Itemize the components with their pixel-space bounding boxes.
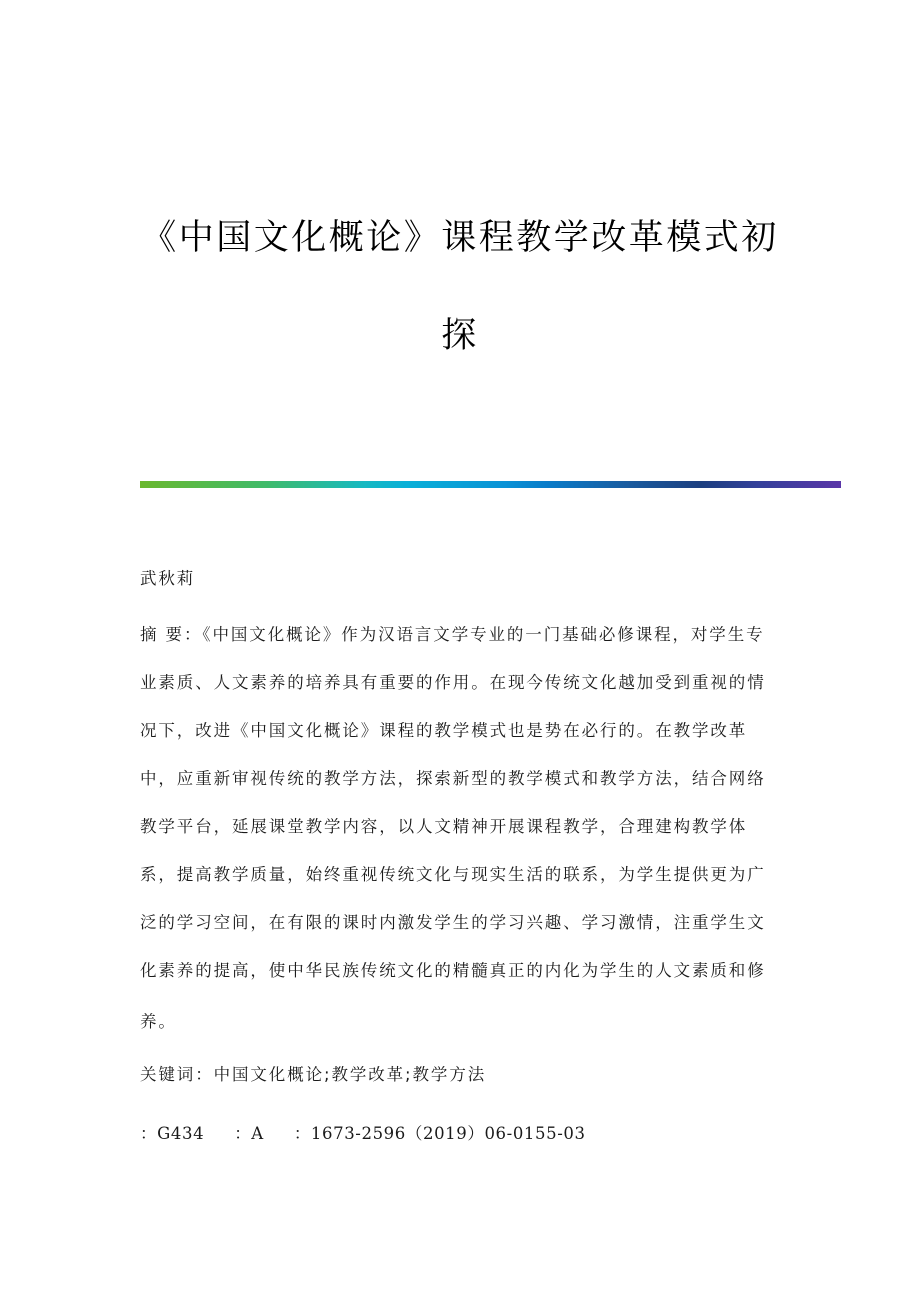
abstract-line: 养。 — [140, 1012, 177, 1031]
clc-number: ：G434 — [140, 1124, 205, 1143]
abstract-line: 中，应重新审视传统的教学方法，探索新型的教学模式和教学方法，结合网络 — [140, 769, 766, 788]
document-code: ：A — [234, 1124, 264, 1143]
paper-title-line-2: 探 — [441, 316, 479, 356]
abstract-line: 系，提高教学质量，始终重视传统文化与现实生活的联系，为学生提供更为广 — [140, 865, 766, 884]
article-id: ：1673-2596（2019）06-0155-03 — [293, 1124, 586, 1143]
paper-title-line-1: 《中国文化概论》课程教学改革模式初 — [141, 218, 779, 258]
abstract-line: 摘 要：《中国文化概论》作为汉语言文学专业的一门基础必修课程，对学生专 — [140, 625, 765, 644]
abstract-line: 业素质、人文素养的培养具有重要的作用。在现今传统文化越加受到重视的情 — [140, 673, 766, 692]
abstract-line: 教学平台，延展课堂教学内容，以人文精神开展课程教学，合理建构教学体 — [140, 817, 748, 836]
gradient-divider — [140, 481, 841, 488]
abstract-line: 泛的学习空间，在有限的课时内激发学生的学习兴趣、学习激情，注重学生文 — [140, 913, 766, 932]
abstract-line: 化素养的提高，使中华民族传统文化的精髓真正的内化为学生的人文素质和修 — [140, 961, 766, 980]
author-name: 武秋莉 — [140, 569, 196, 588]
abstract-line: 况下，改进《中国文化概论》课程的教学模式也是势在必行的。在教学改革 — [140, 721, 748, 740]
keywords-line: 关键词：中国文化概论;教学改革;教学方法 — [140, 1065, 487, 1084]
classification-line — [140, 1124, 800, 1144]
